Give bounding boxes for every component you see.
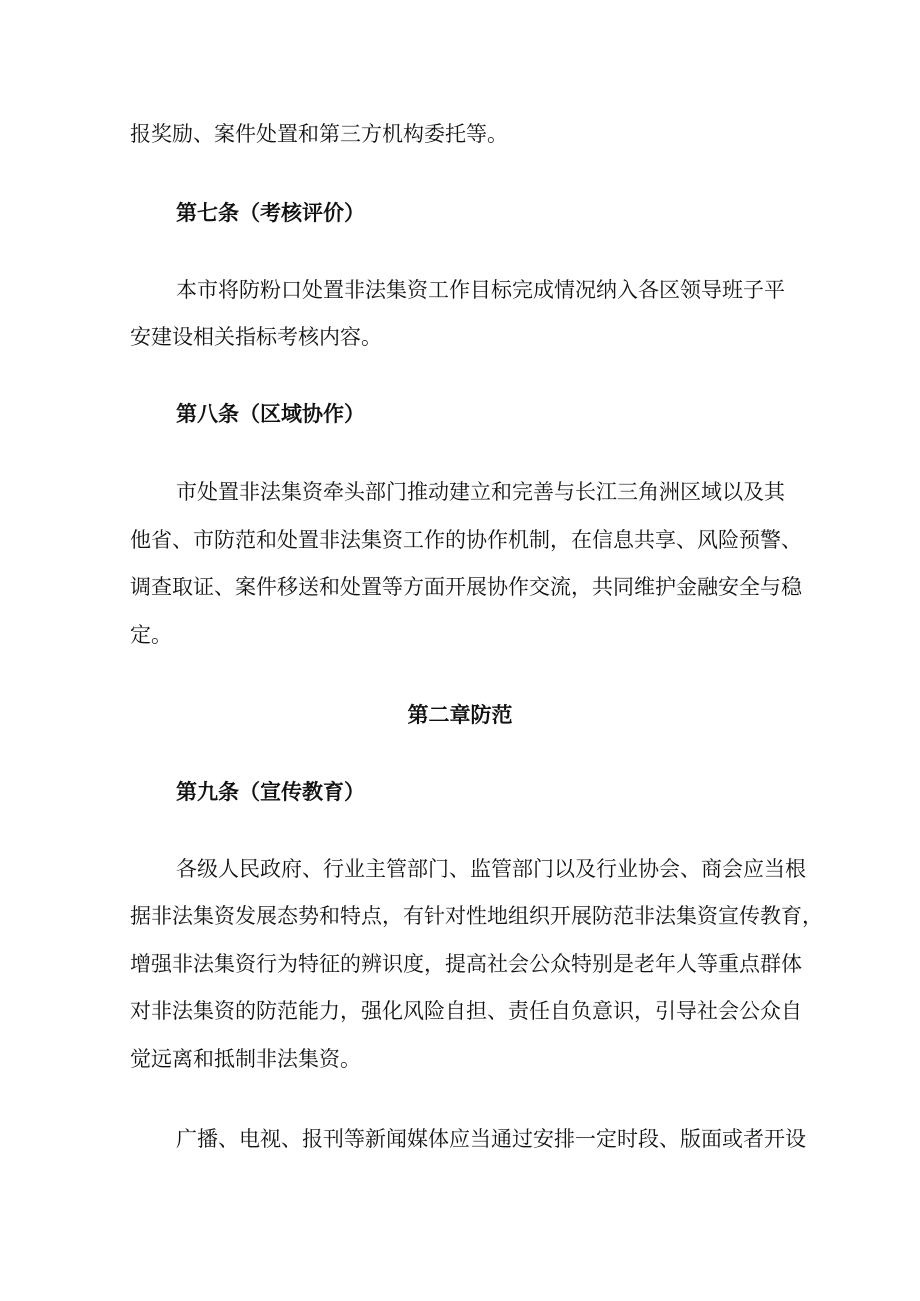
chapter-2-heading: 第二章防范 xyxy=(407,703,513,727)
paragraph-line: 觉远离和抵制非法集资。 xyxy=(130,1047,361,1071)
article-7-heading: 第七条（考核评价） xyxy=(176,201,365,225)
paragraph-line: 广播、电视、报刊等新闻媒体应当通过安排一定时段、版面或者开设 xyxy=(176,1127,806,1151)
paragraph-line: 据非法集资发展态势和特点，有针对性地组织开展防范非法集资宣传教育， xyxy=(130,904,823,928)
paragraph-line: 报奖励、案件处置和第三方机构委托等。 xyxy=(130,122,508,146)
paragraph-line: 本市将防粉口处置非法集资工作目标完成情况纳入各区领导班子平 xyxy=(176,278,785,302)
paragraph-line: 各级人民政府、行业主管部门、监管部门以及行业协会、商会应当根 xyxy=(176,857,806,881)
paragraph-line: 安建设相关指标考核内容。 xyxy=(130,325,382,349)
paragraph-line: 增强非法集资行为特征的辨识度，提高社会公众特别是老年人等重点群体 xyxy=(130,952,802,976)
paragraph-line: 定。 xyxy=(130,623,172,647)
paragraph-line: 他省、市防范和处置非法集资工作的协作机制，在信息共享、风险预警、 xyxy=(130,528,802,552)
article-8-heading: 第八条（区域协作） xyxy=(176,402,365,426)
paragraph-line: 对非法集资的防范能力，强化风险自担、责任自负意识，引导社会公众自 xyxy=(130,999,802,1023)
paragraph-line: 调查取证、案件移送和处置等方面开展协作交流，共同维护金融安全与稳 xyxy=(130,575,802,599)
paragraph-line: 市处置非法集资牵头部门推动建立和完善与长江三角洲区域以及其 xyxy=(176,480,785,504)
article-9-heading: 第九条（宣传教育） xyxy=(176,780,365,804)
